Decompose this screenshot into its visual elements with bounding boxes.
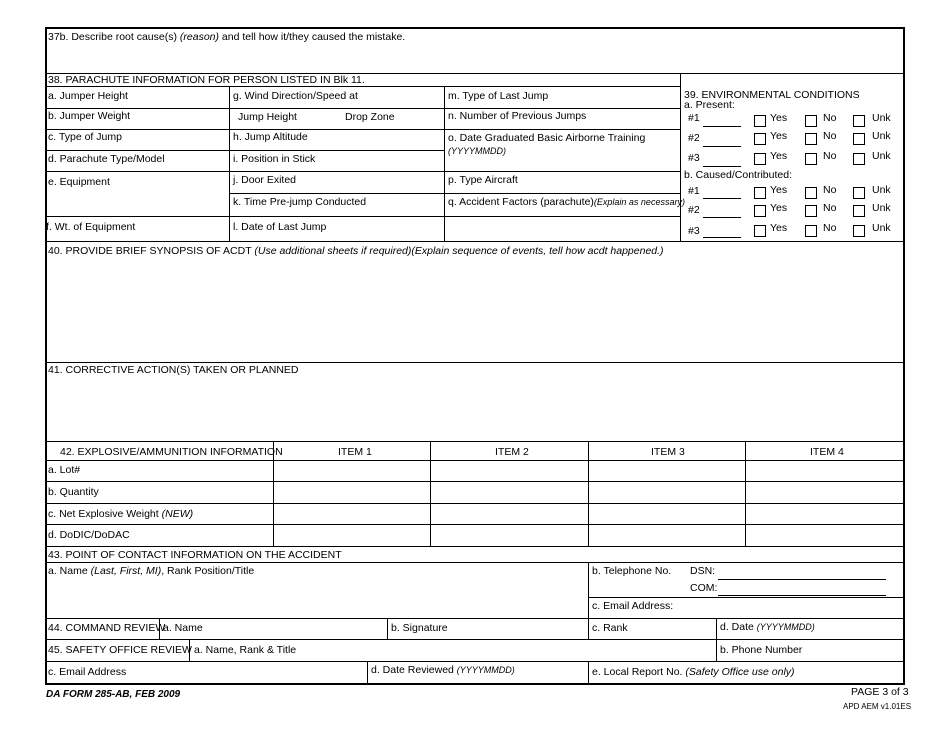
blk39-caused-1-label: #1: [688, 185, 700, 197]
blk39-present-1-field[interactable]: [703, 126, 741, 127]
blk44-title: 44. COMMAND REVIEW: [48, 622, 166, 634]
blk43-dsn-field[interactable]: [718, 579, 886, 580]
blk38-i-label: i. Position in Stick: [233, 153, 316, 165]
blk39-caused-1-yes-checkbox[interactable]: [754, 187, 766, 199]
blk39-no-label: No: [823, 130, 837, 142]
blk45-title: 45. SAFETY OFFICE REVIEW: [48, 644, 192, 656]
blk42-d-label: d. DoDIC/DoDAC: [48, 529, 130, 541]
blk38-c-label: c. Type of Jump: [48, 131, 122, 143]
blk38-a-label: a. Jumper Height: [48, 90, 128, 102]
form-version: APD AEM v1.01ES: [843, 702, 912, 711]
blk44-c-label: c. Rank: [592, 622, 628, 634]
blk38-n-label: n. Number of Previous Jumps: [448, 110, 587, 122]
blk44-d-label: d. Date (YYYYMMDD): [720, 621, 815, 633]
blk39-caused-1-field[interactable]: [703, 198, 741, 199]
blk39-unk-label: Unk: [872, 130, 891, 142]
blk39-caused-3-unk-checkbox[interactable]: [853, 225, 865, 237]
blk38-g-label: g. Wind Direction/Speed at: [233, 90, 358, 102]
blk39-caused-2-yes-checkbox[interactable]: [754, 205, 766, 217]
blk39-present-1-unk-checkbox[interactable]: [853, 115, 865, 127]
blk39-caused-2-unk-checkbox[interactable]: [853, 205, 865, 217]
form-id: DA FORM 285-AB, FEB 2009: [46, 689, 181, 700]
blk43-b-label: b. Telephone No.: [592, 565, 672, 577]
blk42-item-1-header: ITEM 1: [338, 446, 372, 458]
blk43-title: 43. POINT OF CONTACT INFORMATION ON THE ACCIDENT: [48, 549, 342, 561]
blk39-unk-label: Unk: [872, 202, 891, 214]
blk39-present-1-no-checkbox[interactable]: [805, 115, 817, 127]
blk39-unk-label: Unk: [872, 222, 891, 234]
blk37b-textarea[interactable]: [47, 45, 903, 73]
blk38-l-label: l. Date of Last Jump: [233, 221, 327, 233]
blk39-present-2-label: #2: [688, 132, 700, 144]
blk39-yes-label: Yes: [770, 112, 788, 124]
blk42-title: 42. EXPLOSIVE/AMMUNITION INFORMATION: [60, 446, 283, 458]
blk39-present-2-field[interactable]: [703, 146, 741, 147]
blk39-title: 39. ENVIRONMENTAL CONDITIONS: [684, 89, 860, 101]
blk39-present-3-field[interactable]: [703, 166, 741, 167]
blk38-h-label: h. Jump Altitude: [233, 131, 308, 143]
blk38-k-label: k. Time Pre-jump Conducted: [233, 196, 367, 208]
blk39-caused-3-field[interactable]: [703, 237, 741, 238]
blk39-no-label: No: [823, 222, 837, 234]
blk45-a-label: a. Name, Rank & Title: [194, 644, 297, 656]
blk43-a-label: a. Name (Last, First, MI), Rank Position/Title: [48, 565, 255, 577]
blk42-item-3-header: ITEM 3: [651, 446, 685, 458]
blk39-unk-label: Unk: [872, 150, 891, 162]
blk38-g-jump-label: Jump Height: [238, 111, 297, 123]
blk39-caused-2-no-checkbox[interactable]: [805, 205, 817, 217]
blk38-e-label: e. Equipment: [48, 176, 110, 188]
blk42-item-2-header: ITEM 2: [495, 446, 529, 458]
blk37b-label: 37b. Describe root cause(s) (reason) and tell how it/they caused the mistake.: [48, 31, 406, 43]
blk39-caused-label: b. Caused/Contributed:: [684, 169, 792, 181]
blk39-yes-label: Yes: [770, 184, 788, 196]
blk40-textarea[interactable]: [47, 259, 903, 361]
blk38-g-drop-label: Drop Zone: [345, 111, 395, 123]
blk39-caused-1-no-checkbox[interactable]: [805, 187, 817, 199]
blk39-unk-label: Unk: [872, 112, 891, 124]
blk38-b-label: b. Jumper Weight: [48, 110, 131, 122]
blk39-present-3-label: #3: [688, 152, 700, 164]
blk39-present-3-unk-checkbox[interactable]: [853, 153, 865, 165]
blk38-m-label: m. Type of Last Jump: [448, 90, 549, 102]
blk39-yes-label: Yes: [770, 222, 788, 234]
blk42-c-label: c. Net Explosive Weight (NEW): [48, 508, 194, 520]
blk39-no-label: No: [823, 112, 837, 124]
blk39-present-1-yes-checkbox[interactable]: [754, 115, 766, 127]
blk42-a-label: a. Lot#: [48, 464, 81, 476]
blk42-b-label: b. Quantity: [48, 486, 99, 498]
blk41-textarea[interactable]: [47, 378, 903, 440]
blk41-label: 41. CORRECTIVE ACTION(S) TAKEN OR PLANNED: [48, 364, 299, 376]
blk39-no-label: No: [823, 150, 837, 162]
blk39-caused-2-field[interactable]: [703, 217, 741, 218]
blk38-j-label: j. Door Exited: [233, 174, 297, 186]
blk39-yes-label: Yes: [770, 130, 788, 142]
blk40-label: 40. PROVIDE BRIEF SYNOPSIS OF ACDT (Use additional sheets if required)(Explain sequence of events, tell how acdt happened.): [48, 245, 664, 257]
blk39-yes-label: Yes: [770, 150, 788, 162]
blk43-dsn-label: DSN:: [690, 565, 716, 577]
blk45-d-label: d. Date Reviewed (YYYYMMDD): [371, 664, 515, 676]
blk39-present-3-no-checkbox[interactable]: [805, 153, 817, 165]
blk44-b-label: b. Signature: [391, 622, 448, 634]
blk38-d-label: d. Parachute Type/Model: [48, 153, 165, 165]
blk43-com-label: COM:: [690, 582, 718, 594]
blk39-caused-1-unk-checkbox[interactable]: [853, 187, 865, 199]
blk39-caused-3-yes-checkbox[interactable]: [754, 225, 766, 237]
blk38-p-label: p. Type Aircraft: [448, 174, 518, 186]
blk39-present-2-yes-checkbox[interactable]: [754, 133, 766, 145]
blk39-caused-2-label: #2: [688, 204, 700, 216]
blk45-e-label: e. Local Report No. (Safety Office use only): [592, 666, 795, 678]
blk43-com-field[interactable]: [718, 595, 886, 596]
blk45-c-label: c. Email Address: [48, 666, 127, 678]
blk39-yes-label: Yes: [770, 202, 788, 214]
page-number: PAGE 3 of 3: [851, 686, 909, 698]
blk38-f-label: f. Wt. of Equipment: [46, 221, 136, 233]
blk39-present-1-label: #1: [688, 112, 700, 124]
blk38-title: 38. PARACHUTE INFORMATION FOR PERSON LISTED IN Blk 11.: [48, 74, 365, 86]
blk39-present-2-no-checkbox[interactable]: [805, 133, 817, 145]
blk39-no-label: No: [823, 184, 837, 196]
blk39-present-2-unk-checkbox[interactable]: [853, 133, 865, 145]
blk39-no-label: No: [823, 202, 837, 214]
blk39-present-label: a. Present:: [684, 99, 735, 111]
blk42-item-4-header: ITEM 4: [810, 446, 844, 458]
blk39-caused-3-no-checkbox[interactable]: [805, 225, 817, 237]
blk44-a-label: a. Name: [163, 622, 203, 634]
blk39-present-3-yes-checkbox[interactable]: [754, 153, 766, 165]
blk39-caused-3-label: #3: [688, 225, 700, 237]
blk38-o-format: (YYYYMMDD): [448, 146, 506, 156]
blk39-unk-label: Unk: [872, 184, 891, 196]
blk38-q-label: q. Accident Factors (parachute)(Explain as necessary): [448, 196, 685, 208]
blk45-b-label: b. Phone Number: [720, 644, 803, 656]
blk38-o-label: o. Date Graduated Basic Airborne Training: [448, 132, 646, 144]
blk43-c-label: c. Email Address:: [592, 600, 674, 612]
